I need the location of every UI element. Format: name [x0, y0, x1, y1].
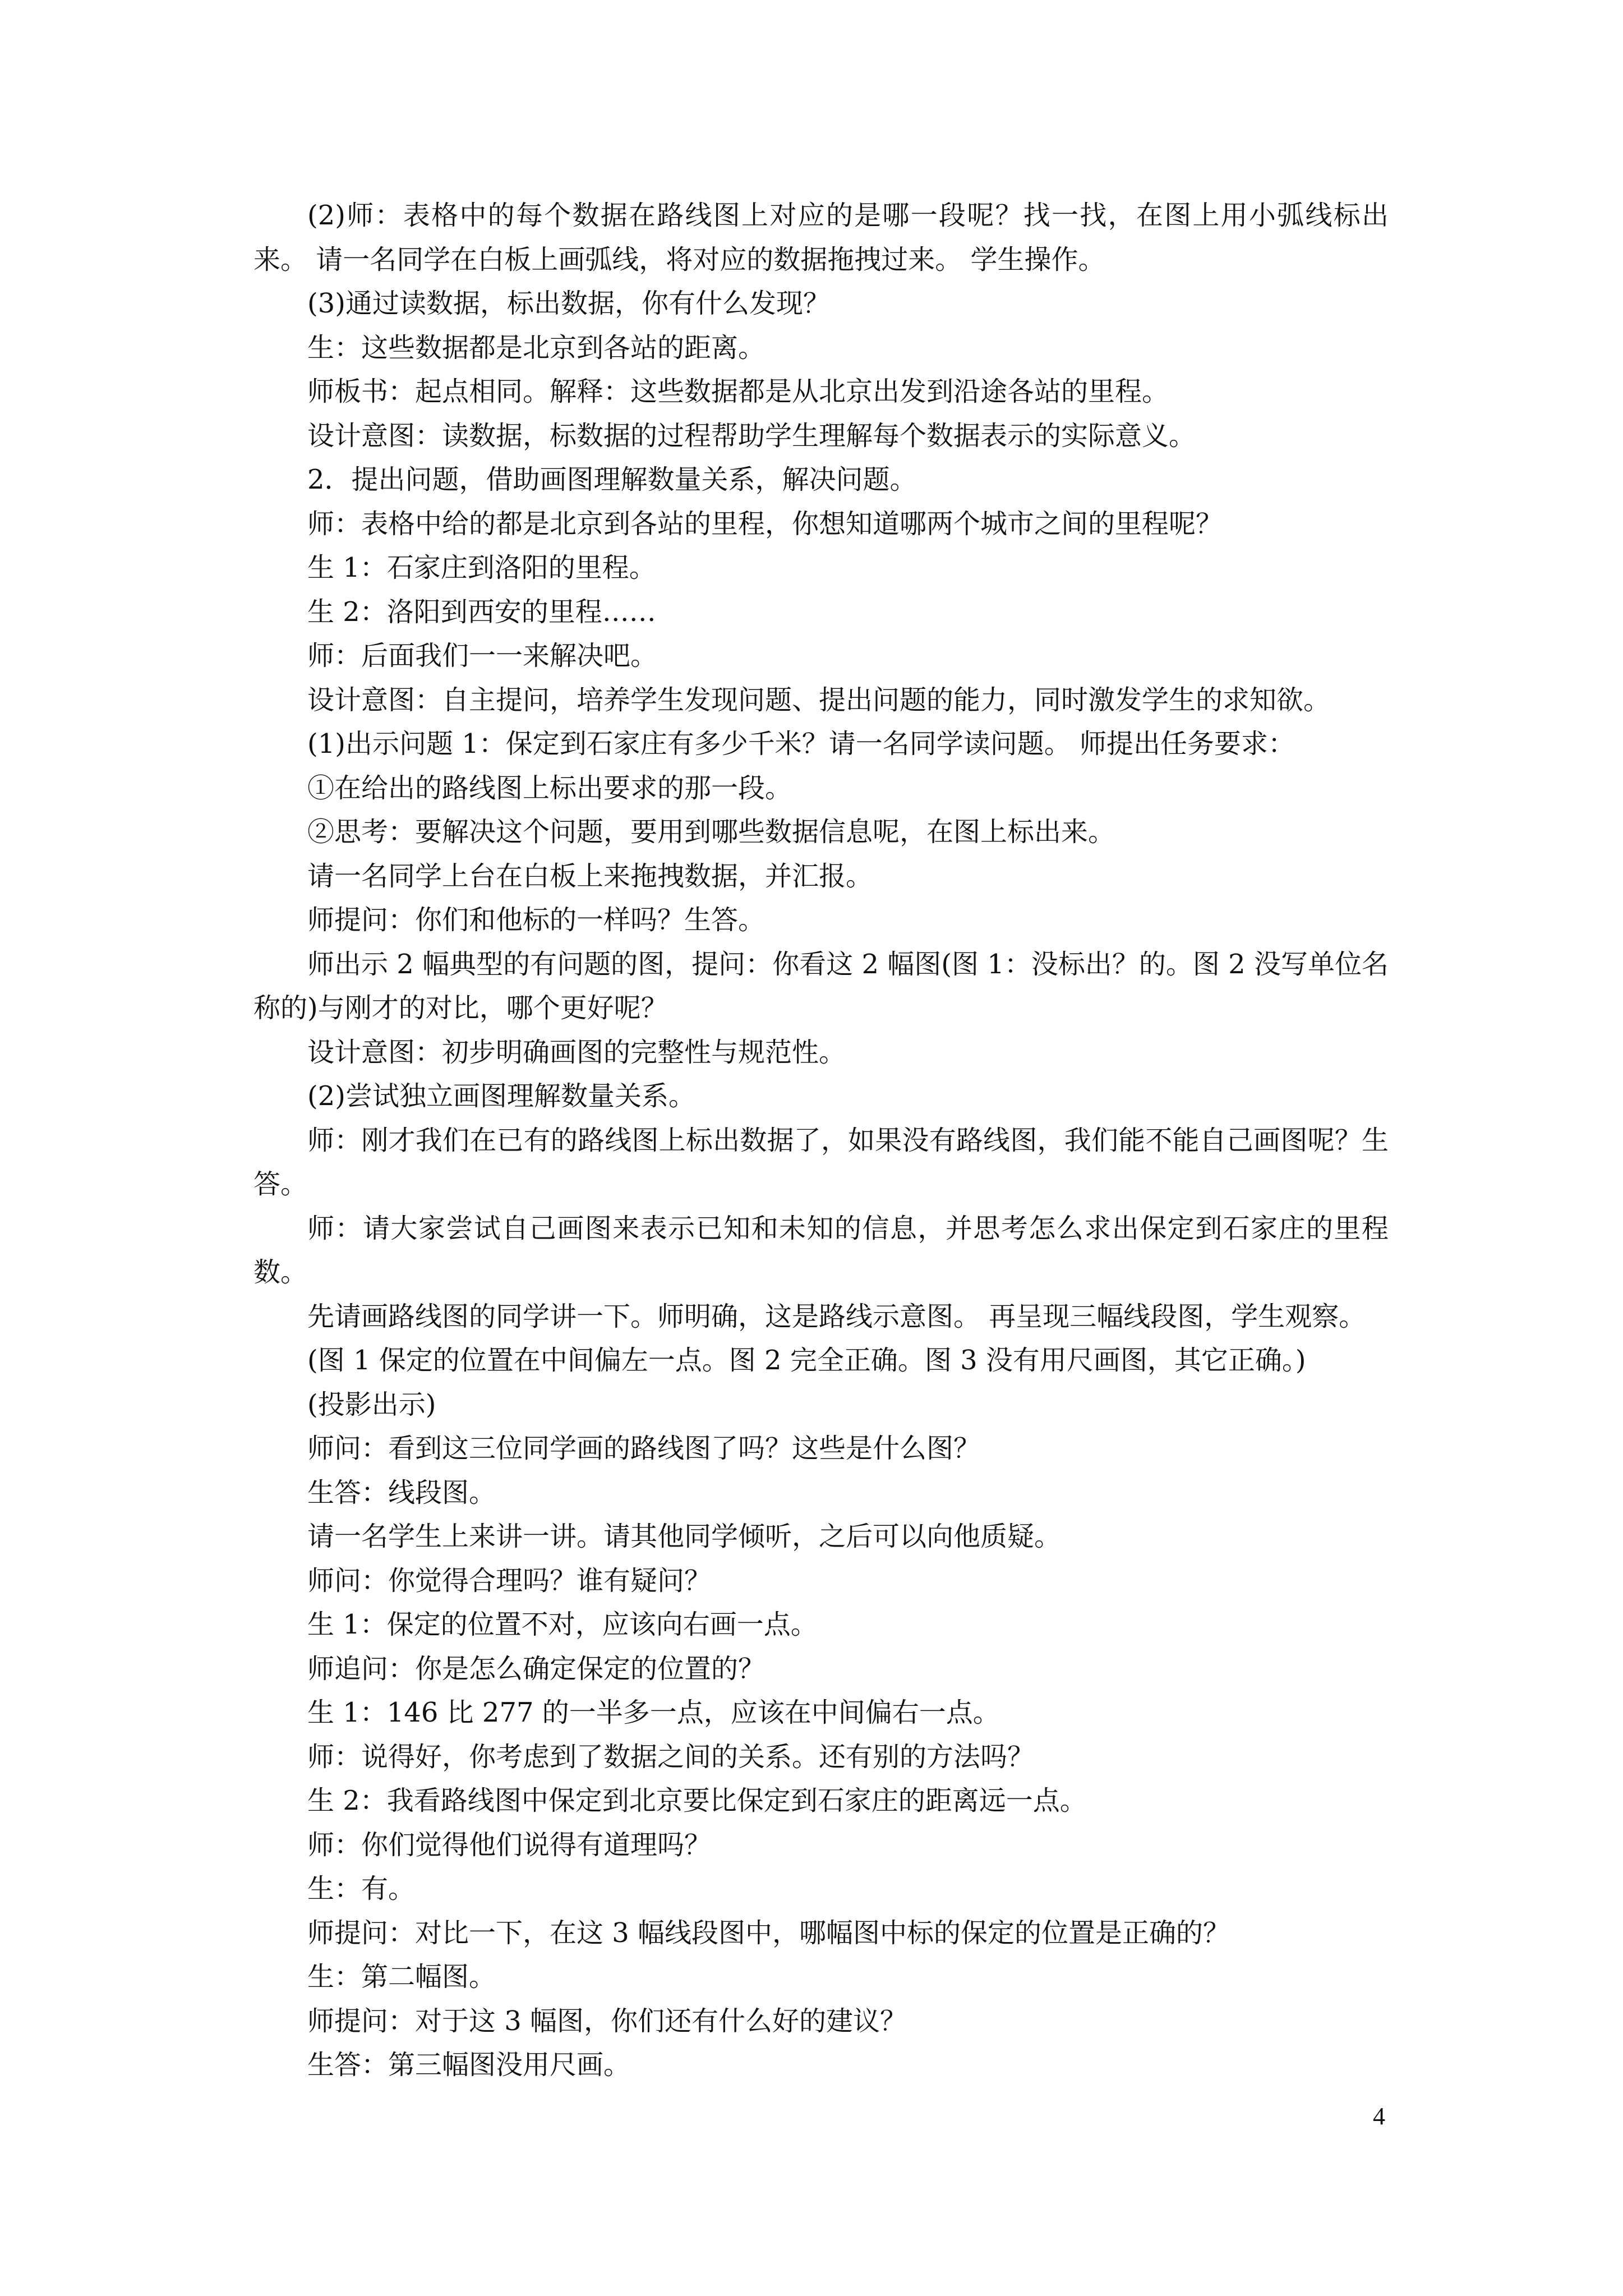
paragraph: 师板书：起点相同。解释：这些数据都是从北京出发到沿途各站的里程。: [307, 376, 1169, 407]
paragraph: 生答：线段图。: [307, 1476, 496, 1508]
paragraph: 生答：第三幅图没用尺画。: [307, 2049, 631, 2081]
paragraph: (投影出示): [307, 1388, 436, 1420]
paragraph: (2)尝试独立画图理解数量关系。: [307, 1080, 695, 1112]
section-heading: 2．提出问题，借助画图理解数量关系，解决问题。: [307, 464, 917, 495]
paragraph: 生：第二幅图。: [307, 1961, 496, 1993]
paragraph: 请一名学生上来讲一讲。请其他同学倾听，之后可以向他质疑。: [307, 1521, 1062, 1552]
paragraph: 师提问：对于这 3 幅图，你们还有什么好的建议？: [307, 2005, 907, 2037]
paragraph: 生 2：洛阳到西安的里程……: [307, 596, 656, 628]
paragraph: 师：你们觉得他们说得有道理吗？: [307, 1829, 712, 1861]
paragraph: 设计意图：读数据，标数据的过程帮助学生理解每个数据表示的实际意义。: [307, 420, 1196, 452]
body-text: [253, 194, 1389, 2087]
paragraph: 生 2：我看路线图中保定到北京要比保定到石家庄的距离远一点。: [307, 1785, 1087, 1816]
paragraph: 师：请大家尝试自己画图来表示已知和未知的信息，并思考怎么求出保定到石家庄的里程数。: [253, 1212, 1389, 1288]
paragraph: (1)出示问题 1：保定到石家庄有多少千米？请一名同学读问题。 师提出任务要求：: [307, 728, 1295, 760]
paragraph: 师出示 2 幅典型的有问题的图，提问：你看这 2 幅图(图 1：没标出？的。图 2 没写单位名称的)与刚才的对比，哪个更好呢？: [253, 948, 1389, 1024]
paragraph: 设计意图：自主提问，培养学生发现问题、提出问题的能力，同时激发学生的求知欲。: [307, 684, 1331, 716]
paragraph: 生 1：石家庄到洛阳的里程。: [307, 552, 656, 583]
paragraph: 生：这些数据都是北京到各站的距离。: [307, 332, 766, 364]
paragraph: (2)师：表格中的每个数据在路线图上对应的是哪一段呢？找一找，在图上用小弧线标出来。 请一名同学在白板上画弧线，将对应的数据拖拽过来。 学生操作。: [253, 200, 1389, 275]
paragraph: ②思考：要解决这个问题，要用到哪些数据信息呢，在图上标出来。: [307, 816, 1115, 848]
paragraph: 师提问：对比一下，在这 3 幅线段图中，哪幅图中标的保定的位置是正确的？: [307, 1917, 1230, 1949]
paragraph: 师：表格中给的都是北京到各站的里程，你想知道哪两个城市之间的里程呢？: [307, 508, 1223, 540]
paragraph: (3)通过读数据，标出数据，你有什么发现？: [307, 288, 830, 319]
paragraph: 生 1：保定的位置不对，应该向右画一点。: [307, 1609, 818, 1640]
paragraph: 师追问：你是怎么确定保定的位置的？: [307, 1653, 766, 1685]
paragraph: 生 1：146 比 277 的一半多一点，应该在中间偏右一点。: [307, 1697, 1000, 1728]
paragraph: 师问：看到这三位同学画的路线图了吗？这些是什么图？: [307, 1433, 981, 1464]
paragraph: (图 1 保定的位置在中间偏左一点。图 2 完全正确。图 3 没有用尺画图，其它正确。): [307, 1345, 1306, 1376]
paragraph: 设计意图：初步明确画图的完整性与规范性。: [307, 1036, 846, 1068]
paragraph: 请一名同学上台在白板上来拖拽数据，并汇报。: [307, 860, 873, 892]
paragraph: 师：刚才我们在已有的路线图上标出数据了，如果没有路线图，我们能不能自己画图呢？生答。: [253, 1124, 1389, 1200]
paragraph: 师：说得好，你考虑到了数据之间的关系。还有别的方法吗？: [307, 1741, 1035, 1773]
page-number: 4: [1373, 2102, 1385, 2130]
paragraph: 师提问：你们和他标的一样吗？生答。: [307, 904, 766, 936]
paragraph: 师问：你觉得合理吗？谁有疑问？: [307, 1565, 712, 1596]
paragraph: ①在给出的路线图上标出要求的那一段。: [307, 772, 792, 804]
paragraph: 师：后面我们一一来解决吧。: [307, 640, 658, 671]
paragraph: 先请画路线图的同学讲一下。师明确，这是路线示意图。 再呈现三幅线段图，学生观察。: [307, 1300, 1366, 1332]
paragraph: 生：有。: [307, 1873, 416, 1904]
